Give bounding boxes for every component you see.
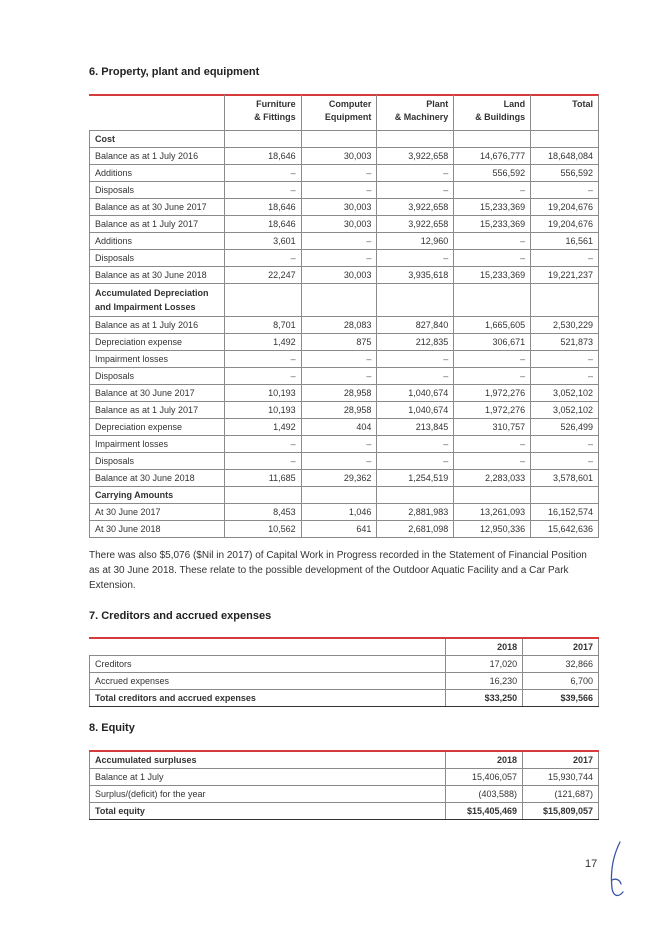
table-row bbox=[90, 487, 599, 504]
cell-value: – bbox=[377, 165, 454, 182]
cell-value: 1,972,276 bbox=[454, 402, 531, 419]
cell-value: 19,221,237 bbox=[531, 267, 599, 284]
table-row bbox=[90, 250, 599, 267]
cell-value: 15,233,369 bbox=[454, 216, 531, 233]
cell-value: 1,040,674 bbox=[377, 402, 454, 419]
cell-value: 16,152,574 bbox=[531, 504, 599, 521]
cell-value: 1,972,276 bbox=[454, 385, 531, 402]
table-row bbox=[90, 284, 599, 317]
header-label: Accumulated surpluses bbox=[90, 752, 446, 769]
table-row bbox=[90, 402, 599, 419]
cell-value bbox=[454, 487, 531, 504]
signature-mark bbox=[606, 840, 628, 900]
cell-value: 306,671 bbox=[454, 334, 531, 351]
row-label: Total creditors and accrued expenses bbox=[90, 690, 446, 707]
cell-value: 3,922,658 bbox=[377, 199, 454, 216]
cell-value: 18,646 bbox=[224, 148, 301, 165]
cell-value: 3,578,601 bbox=[531, 470, 599, 487]
cell-value: 19,204,676 bbox=[531, 216, 599, 233]
section-title-ppe: 6. Property, plant and equipment bbox=[89, 66, 260, 78]
table-row bbox=[90, 267, 599, 284]
creditors-table bbox=[89, 639, 599, 707]
row-label: Balance as at 1 July 2017 bbox=[90, 402, 225, 419]
equity-table bbox=[89, 752, 599, 820]
cell-value: – bbox=[301, 368, 377, 385]
cell-value: – bbox=[454, 436, 531, 453]
cell-value: $15,809,057 bbox=[523, 803, 599, 820]
table-row bbox=[90, 656, 599, 673]
table-row bbox=[90, 786, 599, 803]
column-header: 2017 bbox=[523, 639, 599, 656]
header-label bbox=[90, 639, 446, 656]
cell-value: – bbox=[377, 368, 454, 385]
cell-value: 1,492 bbox=[224, 419, 301, 436]
cell-value: 1,665,605 bbox=[454, 317, 531, 334]
table-row bbox=[90, 216, 599, 233]
cell-value bbox=[531, 284, 599, 317]
cell-value: – bbox=[454, 233, 531, 250]
cell-value: – bbox=[454, 351, 531, 368]
row-label: Balance at 30 June 2017 bbox=[90, 385, 225, 402]
cell-value: 212,835 bbox=[377, 334, 454, 351]
table-header-row bbox=[90, 95, 599, 131]
cell-value: – bbox=[454, 368, 531, 385]
cell-value: 556,592 bbox=[531, 165, 599, 182]
cell-value: – bbox=[224, 368, 301, 385]
cell-value: 30,003 bbox=[301, 216, 377, 233]
cell-value: 28,958 bbox=[301, 402, 377, 419]
cell-value bbox=[377, 284, 454, 317]
cell-value bbox=[531, 131, 599, 148]
table-row bbox=[90, 769, 599, 786]
table-header-row bbox=[90, 639, 599, 656]
row-label: Surplus/(deficit) for the year bbox=[90, 786, 446, 803]
cell-value: 15,642,636 bbox=[531, 521, 599, 538]
table-row bbox=[90, 131, 599, 148]
cell-value: – bbox=[301, 250, 377, 267]
table-row bbox=[90, 521, 599, 538]
cell-value: – bbox=[301, 182, 377, 199]
cell-value bbox=[301, 487, 377, 504]
cell-value: 3,601 bbox=[224, 233, 301, 250]
cell-value: 1,046 bbox=[301, 504, 377, 521]
cell-value: 15,233,369 bbox=[454, 267, 531, 284]
section-title-equity: 8. Equity bbox=[89, 722, 135, 734]
column-header: Plant & Machinery bbox=[377, 95, 454, 131]
cell-value: – bbox=[531, 368, 599, 385]
cell-value: 17,020 bbox=[446, 656, 523, 673]
row-label: Additions bbox=[90, 165, 225, 182]
cell-value: 18,646 bbox=[224, 216, 301, 233]
cell-value: 556,592 bbox=[454, 165, 531, 182]
cell-value: 3,922,658 bbox=[377, 216, 454, 233]
cell-value: – bbox=[301, 436, 377, 453]
cell-value: 8,453 bbox=[224, 504, 301, 521]
cell-value: 18,648,084 bbox=[531, 148, 599, 165]
cell-value: – bbox=[531, 182, 599, 199]
table-row bbox=[90, 453, 599, 470]
cell-value: 2,881,983 bbox=[377, 504, 454, 521]
cell-value: 526,499 bbox=[531, 419, 599, 436]
cell-value: $15,405,469 bbox=[446, 803, 523, 820]
cell-value: 404 bbox=[301, 419, 377, 436]
table-row bbox=[90, 182, 599, 199]
cell-value: – bbox=[224, 250, 301, 267]
cell-value bbox=[224, 131, 301, 148]
column-header: Computer Equipment bbox=[301, 95, 377, 131]
cell-value: 10,193 bbox=[224, 385, 301, 402]
row-label: Accumulated Depreciation and Impairment Losses bbox=[90, 284, 225, 317]
cell-value: 1,492 bbox=[224, 334, 301, 351]
cell-value: (403,588) bbox=[446, 786, 523, 803]
row-label: Disposals bbox=[90, 182, 225, 199]
cell-value: 310,757 bbox=[454, 419, 531, 436]
row-label: Balance at 1 July bbox=[90, 769, 446, 786]
cell-value: 521,873 bbox=[531, 334, 599, 351]
table-row bbox=[90, 334, 599, 351]
capital-wip-note: There was also $5,076 ($Nil in 2017) of Capital Work in Progress recorded in the Statement of Financial Position as at 30 June 2018. These relate to the possible development of the Outdoor Aquatic Facility and a Car Park Extension. bbox=[89, 550, 587, 591]
cell-value: (121,687) bbox=[523, 786, 599, 803]
table-row bbox=[90, 233, 599, 250]
cell-value: 16,230 bbox=[446, 673, 523, 690]
row-label: Additions bbox=[90, 233, 225, 250]
cell-value: – bbox=[377, 250, 454, 267]
cell-value: 827,840 bbox=[377, 317, 454, 334]
cell-value: – bbox=[224, 453, 301, 470]
page-number: 17 bbox=[585, 858, 598, 870]
cell-value: 30,003 bbox=[301, 267, 377, 284]
cell-value: – bbox=[377, 453, 454, 470]
cell-value: – bbox=[454, 182, 531, 199]
total-row bbox=[90, 803, 599, 820]
row-label: At 30 June 2018 bbox=[90, 521, 225, 538]
row-label: Balance as at 30 June 2018 bbox=[90, 267, 225, 284]
cell-value: 2,530,229 bbox=[531, 317, 599, 334]
cell-value: – bbox=[301, 165, 377, 182]
cell-value bbox=[531, 487, 599, 504]
table-row bbox=[90, 199, 599, 216]
table-row bbox=[90, 419, 599, 436]
cell-value: 8,701 bbox=[224, 317, 301, 334]
row-label: Balance as at 1 July 2016 bbox=[90, 148, 225, 165]
cell-value: 10,193 bbox=[224, 402, 301, 419]
header-spacer bbox=[90, 95, 225, 131]
cell-value: 19,204,676 bbox=[531, 199, 599, 216]
row-label: Creditors bbox=[90, 656, 446, 673]
row-label: Disposals bbox=[90, 250, 225, 267]
column-header: Land & Buildings bbox=[454, 95, 531, 131]
cell-value: 13,261,093 bbox=[454, 504, 531, 521]
cell-value bbox=[454, 284, 531, 317]
cell-value: – bbox=[531, 453, 599, 470]
cell-value: 15,233,369 bbox=[454, 199, 531, 216]
cell-value: – bbox=[377, 436, 454, 453]
cell-value: 6,700 bbox=[523, 673, 599, 690]
cell-value: 3,052,102 bbox=[531, 385, 599, 402]
cell-value: – bbox=[224, 165, 301, 182]
row-label: Depreciation expense bbox=[90, 334, 225, 351]
cell-value: – bbox=[301, 453, 377, 470]
row-label: Balance as at 30 June 2017 bbox=[90, 199, 225, 216]
cell-value: 16,561 bbox=[531, 233, 599, 250]
row-label: Carrying Amounts bbox=[90, 487, 225, 504]
cell-value: 29,362 bbox=[301, 470, 377, 487]
cell-value: $39,566 bbox=[523, 690, 599, 707]
row-label: Impairment losses bbox=[90, 351, 225, 368]
table-header-row bbox=[90, 752, 599, 769]
row-label: Depreciation expense bbox=[90, 419, 225, 436]
cell-value: – bbox=[224, 182, 301, 199]
cell-value: 28,083 bbox=[301, 317, 377, 334]
row-label: Accrued expenses bbox=[90, 673, 446, 690]
table-row bbox=[90, 351, 599, 368]
column-header: 2018 bbox=[446, 639, 523, 656]
cell-value: – bbox=[301, 233, 377, 250]
row-label: Impairment losses bbox=[90, 436, 225, 453]
cell-value: – bbox=[531, 351, 599, 368]
cell-value: 28,958 bbox=[301, 385, 377, 402]
cell-value bbox=[224, 487, 301, 504]
section-title-creditors: 7. Creditors and accrued expenses bbox=[89, 610, 272, 622]
cell-value bbox=[301, 131, 377, 148]
column-header: Furniture & Fittings bbox=[224, 95, 301, 131]
cell-value: 875 bbox=[301, 334, 377, 351]
cell-value: – bbox=[301, 351, 377, 368]
row-label: Total equity bbox=[90, 803, 446, 820]
row-label: Balance as at 1 July 2017 bbox=[90, 216, 225, 233]
cell-value bbox=[377, 131, 454, 148]
row-label: Cost bbox=[90, 131, 225, 148]
ppe-table bbox=[89, 95, 599, 538]
column-header: 2017 bbox=[523, 752, 599, 769]
cell-value: 12,960 bbox=[377, 233, 454, 250]
row-label: Disposals bbox=[90, 453, 225, 470]
cell-value: 2,681,098 bbox=[377, 521, 454, 538]
cell-value: 30,003 bbox=[301, 148, 377, 165]
cell-value: 641 bbox=[301, 521, 377, 538]
cell-value: 15,930,744 bbox=[523, 769, 599, 786]
cell-value bbox=[224, 284, 301, 317]
column-header: 2018 bbox=[446, 752, 523, 769]
cell-value: 1,040,674 bbox=[377, 385, 454, 402]
cell-value: – bbox=[224, 436, 301, 453]
cell-value: 10,562 bbox=[224, 521, 301, 538]
cell-value: 11,685 bbox=[224, 470, 301, 487]
cell-value: – bbox=[454, 453, 531, 470]
cell-value: – bbox=[377, 351, 454, 368]
cell-value bbox=[377, 487, 454, 504]
cell-value: 22,247 bbox=[224, 267, 301, 284]
table-row bbox=[90, 673, 599, 690]
cell-value: 30,003 bbox=[301, 199, 377, 216]
row-label: At 30 June 2017 bbox=[90, 504, 225, 521]
cell-value: 32,866 bbox=[523, 656, 599, 673]
cell-value: 18,646 bbox=[224, 199, 301, 216]
row-label: Balance as at 1 July 2016 bbox=[90, 317, 225, 334]
cell-value: $33,250 bbox=[446, 690, 523, 707]
cell-value: 2,283,033 bbox=[454, 470, 531, 487]
table-row bbox=[90, 385, 599, 402]
table-row bbox=[90, 436, 599, 453]
table-row bbox=[90, 470, 599, 487]
cell-value: 3,935,618 bbox=[377, 267, 454, 284]
cell-value: 15,406,057 bbox=[446, 769, 523, 786]
cell-value: – bbox=[454, 250, 531, 267]
table-row bbox=[90, 317, 599, 334]
table-row bbox=[90, 165, 599, 182]
cell-value: 213,845 bbox=[377, 419, 454, 436]
cell-value: 1,254,519 bbox=[377, 470, 454, 487]
cell-value: – bbox=[531, 250, 599, 267]
cell-value: – bbox=[531, 436, 599, 453]
cell-value bbox=[454, 131, 531, 148]
cell-value: – bbox=[377, 182, 454, 199]
row-label: Disposals bbox=[90, 368, 225, 385]
cell-value: 12,950,336 bbox=[454, 521, 531, 538]
cell-value: – bbox=[224, 351, 301, 368]
cell-value: 14,676,777 bbox=[454, 148, 531, 165]
cell-value: 3,922,658 bbox=[377, 148, 454, 165]
row-label: Balance at 30 June 2018 bbox=[90, 470, 225, 487]
table-row bbox=[90, 148, 599, 165]
table-row bbox=[90, 368, 599, 385]
table-row bbox=[90, 504, 599, 521]
cell-value: 3,052,102 bbox=[531, 402, 599, 419]
column-header: Total bbox=[531, 95, 599, 131]
cell-value bbox=[301, 284, 377, 317]
total-row bbox=[90, 690, 599, 707]
